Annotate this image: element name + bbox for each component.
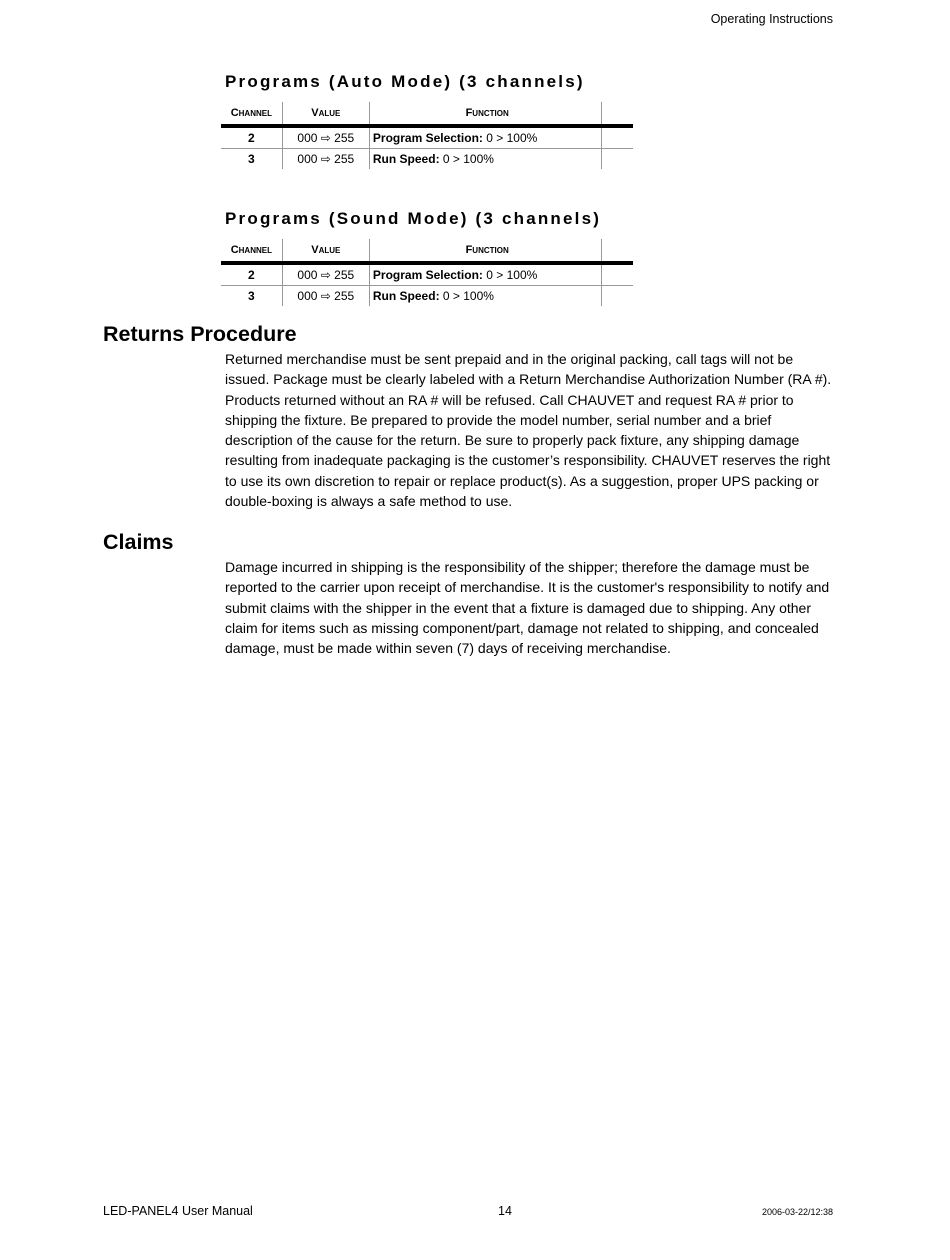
- table-title-sound-mode: Programs (Sound Mode) (3 channels): [225, 209, 602, 228]
- table-row: [221, 149, 633, 170]
- table-row: [221, 263, 633, 286]
- column-header-value: value: [282, 239, 369, 263]
- blank-cell: [602, 126, 633, 149]
- sound-mode-table: [221, 239, 633, 306]
- auto-mode-table: [221, 102, 633, 169]
- column-header-function: function: [369, 239, 602, 263]
- channel-cell: 3: [221, 149, 282, 170]
- function-text: 0 > 100%: [439, 152, 494, 166]
- channel-cell: 2: [221, 126, 282, 149]
- page-number: 14: [498, 1204, 512, 1218]
- column-header-channel: Channel: [221, 102, 282, 126]
- blank-cell: [602, 286, 633, 307]
- function-cell: [369, 126, 602, 149]
- function-label: Program Selection:: [372, 131, 483, 145]
- running-header: Operating Instructions: [710, 12, 833, 26]
- function-cell: [369, 286, 602, 307]
- function-text: 0 > 100%: [482, 268, 538, 282]
- column-header-blank: [602, 239, 633, 263]
- column-header-value: value: [282, 102, 369, 126]
- table-row: [221, 126, 633, 149]
- function-label: Run Speed:: [372, 289, 440, 303]
- function-cell: [369, 149, 602, 170]
- column-header-channel: Channel: [221, 239, 282, 263]
- table-title-auto-mode: Programs (Auto Mode) (3 channels): [225, 72, 585, 91]
- claims-heading: Claims: [103, 530, 174, 554]
- column-header-blank: [602, 102, 633, 126]
- footer-timestamp: 2006-03-22/12:38: [761, 1207, 833, 1217]
- channel-cell: 2: [221, 263, 282, 286]
- function-cell: [369, 263, 602, 286]
- blank-cell: [602, 149, 633, 170]
- returns-procedure-body: Returned merchandise must be sent prepaid and in the original packing, call tags will not be issued. Package must be clearly labeled with a Return Merchandise Authorization Number (RA #). Products returned without an RA # will be refused. Call CHAUVET and request RA # prior to shipping the fixture. Be prepared to provide the model number, serial number and a brief description of the cause for the return. Be sure to properly pack fixture, any shipping damage resulting from inadequate packaging is the customer’s responsibility. CHAUVET reserves the right to use its own discretion to repair or replace product(s). As a suggestion, proper UPS packing or double-boxing is always a safe method to use.: [225, 351, 832, 510]
- function-text: 0 > 100%: [482, 131, 538, 145]
- footer-manual-title: LED-PANEL4 User Manual: [103, 1204, 253, 1218]
- table-row: [221, 286, 633, 307]
- function-text: 0 > 100%: [439, 289, 494, 303]
- function-label: Program Selection:: [372, 268, 483, 282]
- blank-cell: [602, 263, 633, 286]
- value-cell: 000 ⇨ 255: [282, 286, 369, 307]
- function-label: Run Speed:: [372, 152, 440, 166]
- value-cell: 000 ⇨ 255: [282, 149, 369, 170]
- value-cell: 000 ⇨ 255: [282, 263, 369, 286]
- returns-procedure-heading: Returns Procedure: [103, 322, 297, 346]
- claims-body: Damage incurred in shipping is the responsibility of the shipper; therefore the damage must be reported to the carrier upon receipt of merchandise. It is the customer's responsibility to notify and submit claims with the shipper in the event that a fixture is damaged due to shipping. Any other claim for items such as missing component/part, damage not related to shipping, and concealed damage, must be made within seven (7) days of receiving merchandise.: [225, 559, 830, 657]
- value-cell: 000 ⇨ 255: [282, 126, 369, 149]
- column-header-function: function: [369, 102, 602, 126]
- channel-cell: 3: [221, 286, 282, 307]
